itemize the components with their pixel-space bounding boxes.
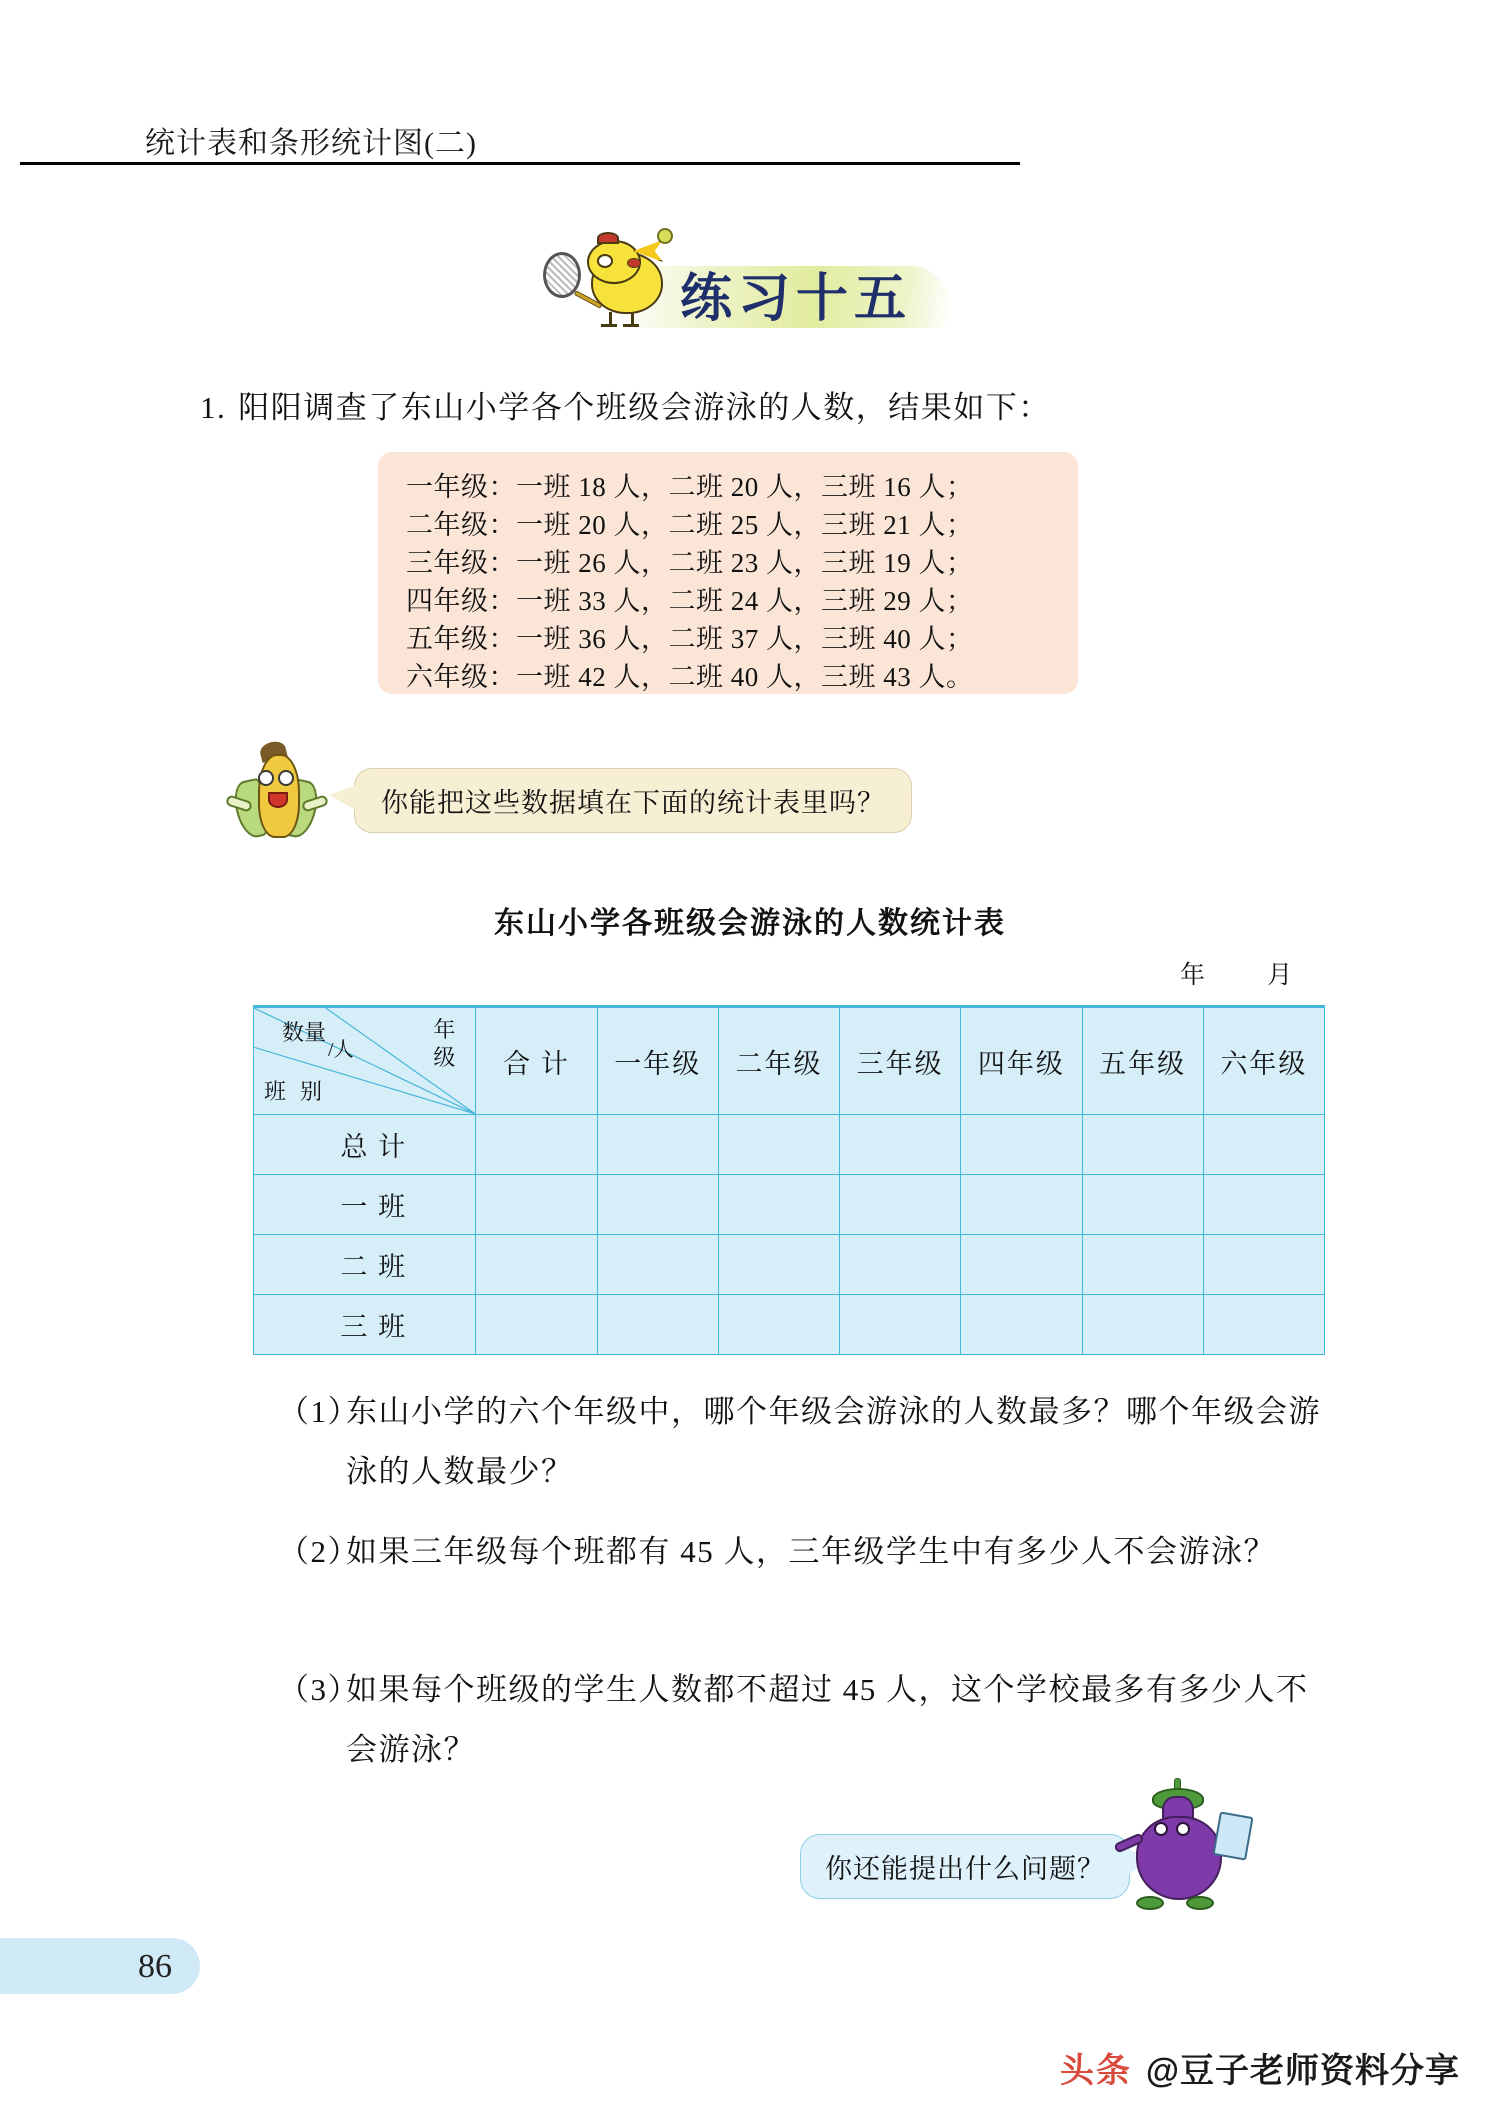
question-1-text: 阳阳调查了东山小学各个班级会游泳的人数，结果如下： bbox=[238, 390, 1051, 425]
cell[interactable] bbox=[597, 1235, 718, 1295]
table-row bbox=[254, 1235, 1325, 1295]
cell[interactable] bbox=[1203, 1295, 1324, 1355]
column-header-grade5: 五年级 bbox=[1082, 1007, 1203, 1115]
tennis-ball-icon bbox=[657, 228, 673, 244]
column-header-grade4: 四年级 bbox=[961, 1007, 1082, 1115]
column-header-grade6: 六年级 bbox=[1203, 1007, 1324, 1115]
corner-grade-line2: 级 bbox=[433, 1045, 456, 1070]
sub-question-1 bbox=[278, 1382, 1338, 1502]
cell[interactable] bbox=[1082, 1175, 1203, 1235]
book-icon bbox=[1212, 1811, 1253, 1860]
sub-question-2 bbox=[278, 1522, 1338, 1582]
corner-quantity-label bbox=[282, 1016, 354, 1061]
cell[interactable] bbox=[840, 1235, 961, 1295]
table-date-label: 年 月 bbox=[1180, 962, 1321, 989]
cell[interactable] bbox=[597, 1295, 718, 1355]
table-title: 东山小学各班级会游泳的人数统计表 bbox=[494, 907, 1006, 940]
data-row: 二年级：一班 20 人，二班 25 人，三班 21 人； bbox=[406, 510, 974, 540]
cell[interactable] bbox=[961, 1295, 1082, 1355]
corn-eye-right bbox=[278, 770, 294, 786]
cell[interactable] bbox=[476, 1295, 597, 1355]
corn-character-group bbox=[230, 740, 990, 850]
chick-with-racket-icon bbox=[535, 224, 695, 328]
cell[interactable] bbox=[718, 1175, 839, 1235]
cell[interactable] bbox=[718, 1115, 839, 1175]
cell[interactable] bbox=[840, 1175, 961, 1235]
column-header-grade2: 二年级 bbox=[718, 1007, 839, 1115]
watermark-logo: 头条 bbox=[1059, 2052, 1132, 2090]
eggplant-speech-bubble: 你还能提出什么问题？ bbox=[800, 1834, 1130, 1899]
chick-cheek bbox=[627, 258, 641, 268]
corn-eye-left bbox=[258, 770, 274, 786]
table-row bbox=[254, 1115, 1325, 1175]
question-1-line bbox=[200, 382, 1051, 427]
table-corner-cell bbox=[254, 1007, 476, 1115]
eggplant-character-icon bbox=[1110, 1780, 1270, 1920]
corner-grade-label bbox=[433, 1016, 455, 1072]
corn-character-icon bbox=[230, 740, 340, 845]
data-row: 五年级：一班 36 人，二班 37 人，三班 40 人； bbox=[406, 624, 974, 654]
sub-question-3 bbox=[278, 1660, 1338, 1780]
eggplant-character-group bbox=[800, 1780, 1320, 1920]
chick-crest bbox=[597, 232, 619, 244]
survey-data-box bbox=[378, 452, 1078, 694]
column-header-grade1: 一年级 bbox=[597, 1007, 718, 1115]
watermark bbox=[1060, 2043, 1460, 2092]
sub-question-3-text: 如果每个班级的学生人数都不超过 45 人，这个学校最多有多少人不会游泳？ bbox=[346, 1672, 1309, 1767]
question-1-number: 1. bbox=[200, 390, 227, 425]
row-label-class3: 三 班 bbox=[254, 1295, 476, 1355]
sub-question-2-text: 如果三年级每个班都有 45 人，三年级学生中有多少人不会游泳？ bbox=[346, 1534, 1276, 1569]
cell[interactable] bbox=[476, 1175, 597, 1235]
chick-eye bbox=[597, 254, 613, 268]
corner-unit-text: /人 bbox=[328, 1039, 354, 1061]
corner-class-label: 班别 bbox=[264, 1079, 337, 1104]
sub-question-3-index: （3） bbox=[278, 1672, 360, 1707]
cell[interactable] bbox=[1203, 1235, 1324, 1295]
chick-foot-left bbox=[601, 324, 617, 327]
cell[interactable] bbox=[840, 1115, 961, 1175]
data-row: 三年级：一班 26 人，二班 23 人，三班 19 人； bbox=[406, 548, 974, 578]
table-row bbox=[254, 1175, 1325, 1235]
column-header-grade3: 三年级 bbox=[840, 1007, 961, 1115]
watermark-text: @豆子老师资料分享 bbox=[1145, 2052, 1460, 2090]
corner-grade-line1: 年 bbox=[433, 1017, 456, 1042]
cell[interactable] bbox=[961, 1235, 1082, 1295]
cell[interactable] bbox=[718, 1235, 839, 1295]
table-header-row bbox=[254, 1007, 1325, 1115]
cell[interactable] bbox=[1082, 1115, 1203, 1175]
cell[interactable] bbox=[1203, 1175, 1324, 1235]
sub-question-1-index: （1） bbox=[278, 1394, 360, 1429]
corn-speech-bubble: 你能把这些数据填在下面的统计表里吗？ bbox=[354, 768, 912, 833]
cell[interactable] bbox=[597, 1115, 718, 1175]
data-row: 一年级：一班 18 人，二班 20 人，三班 16 人； bbox=[406, 472, 974, 502]
cell[interactable] bbox=[476, 1115, 597, 1175]
column-header-total: 合 计 bbox=[476, 1007, 597, 1115]
row-label-grand-total: 总 计 bbox=[254, 1115, 476, 1175]
cell[interactable] bbox=[961, 1175, 1082, 1235]
corn-mouth bbox=[268, 792, 288, 808]
cell[interactable] bbox=[718, 1295, 839, 1355]
sub-question-1-text: 东山小学的六个年级中，哪个年级会游泳的人数最多？哪个年级会游泳的人数最少？ bbox=[346, 1394, 1321, 1489]
row-label-class2: 二 班 bbox=[254, 1235, 476, 1295]
cell[interactable] bbox=[476, 1235, 597, 1295]
cell[interactable] bbox=[597, 1175, 718, 1235]
row-label-class1: 一 班 bbox=[254, 1175, 476, 1235]
page-number: 86 bbox=[138, 1948, 172, 1985]
eggplant-eye-left bbox=[1154, 1822, 1168, 1836]
eggplant-foot-right bbox=[1186, 1896, 1214, 1910]
statistics-table bbox=[253, 1005, 1325, 1355]
cell[interactable] bbox=[961, 1115, 1082, 1175]
sub-question-2-index: （2） bbox=[278, 1534, 360, 1569]
practice-banner bbox=[530, 218, 950, 328]
cell[interactable] bbox=[840, 1295, 961, 1355]
data-row: 六年级：一班 42 人，二班 40 人，三班 43 人。 bbox=[406, 662, 974, 692]
eggplant-foot-left bbox=[1136, 1896, 1164, 1910]
chick-foot-right bbox=[623, 324, 639, 327]
running-head-title: 统计表和条形统计图(二) bbox=[145, 127, 477, 160]
table-row bbox=[254, 1295, 1325, 1355]
cell[interactable] bbox=[1082, 1235, 1203, 1295]
banner-title: 练习十五 bbox=[680, 270, 913, 328]
corner-quantity-text: 数量 bbox=[282, 1020, 327, 1045]
eggplant-eye-right bbox=[1176, 1822, 1190, 1836]
data-row: 四年级：一班 33 人，二班 24 人，三班 29 人； bbox=[406, 586, 974, 616]
running-head-rule bbox=[20, 162, 1020, 165]
cell[interactable] bbox=[1203, 1115, 1324, 1175]
cell[interactable] bbox=[1082, 1295, 1203, 1355]
